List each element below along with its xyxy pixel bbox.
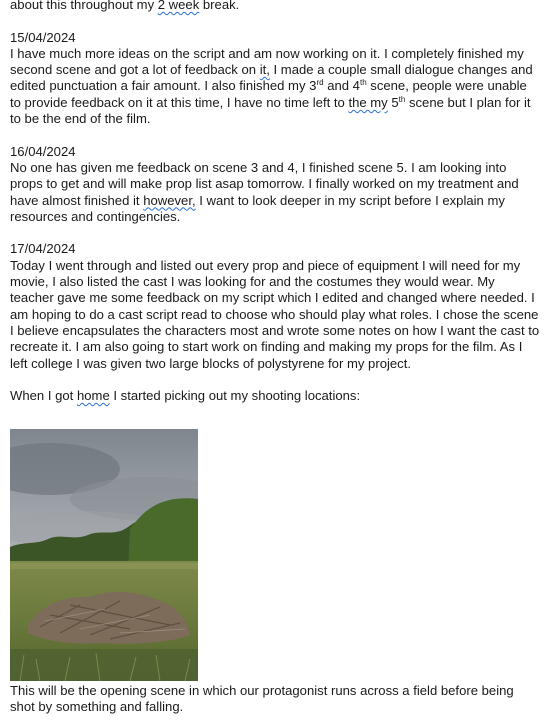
entry-text-1-part: 5 [387,94,399,110]
locations-line [10,388,540,404]
spellcheck-word[interactable]: the my [348,94,388,110]
entry-text-1 [10,46,540,127]
superscript: rd [316,78,324,88]
entry-date-3: 17/04/2024 [10,241,76,257]
superscript: th [359,78,367,88]
intro-tail: break. [199,0,240,12]
entry-text-2-part: No one has given me feedback on scene 3 and 4, I finished scene 5. I am looking into props to get and will make prop list asap tomorrow. I finally worked on my treatment and have almost finished it [10,159,519,208]
entry-text-1-part: I made a couple small dialogue changes and edited punctuation a fair amount. I also finished my 3 [10,62,533,94]
locations-text: I started picking out my shooting locations: [109,388,361,404]
photo-caption: This will be the opening scene in which our protagonist runs across a field before being shot by something and falling. [10,683,514,715]
superscript: th [398,94,406,104]
entry-text-2 [10,160,540,225]
entry-text-1-part: and 4 [323,78,360,94]
entry-date-2: 16/04/2024 [10,143,76,159]
intro-line [10,0,540,13]
spellcheck-word[interactable]: it, [259,62,270,78]
entry-text-3: Today I went through and listed out every prop and piece of equipment I will need for my movie, I also listed the cast I was looking for and the costumes they would wear. My teacher gave me some feedback on my script which I edited and changed where needed. I am hoping to do a cast script read to choose who should play what roles. I chose the scene I believe encapsulates the characters most and wrote some notes on how I want the cast to recreate it. I am also going to start work on finding and making my props for the film. As I left college I was given two large blocks of polystyrene for my project. [10,257,540,371]
field-with-brush-pile-photo [10,429,198,681]
location-photo[interactable] [10,429,198,681]
entry-text-2-part: I want to look deeper in my script before I explain my resources and contingencies. [10,192,505,224]
entry-text-1-part: scene but I plan for it to be the end of the film. [10,94,531,127]
document-body [10,0,540,404]
entry-text-1-part: I have much more ideas on the script and am now working on it. I completely finished my second scene and got a lot of feedback on [10,45,524,78]
intro-text: about this throughout my [10,0,158,12]
entry-date-1: 15/04/2024 [10,29,76,45]
locations-text: When I got [10,388,77,404]
entry-text-1-part: scene, people were unable to provide feedback on it at this time, I have no time left to [10,78,527,110]
spellcheck-word[interactable]: home [76,388,110,404]
spellcheck-word[interactable]: however, [143,192,196,208]
spellcheck-word[interactable]: 2 week [157,0,200,12]
